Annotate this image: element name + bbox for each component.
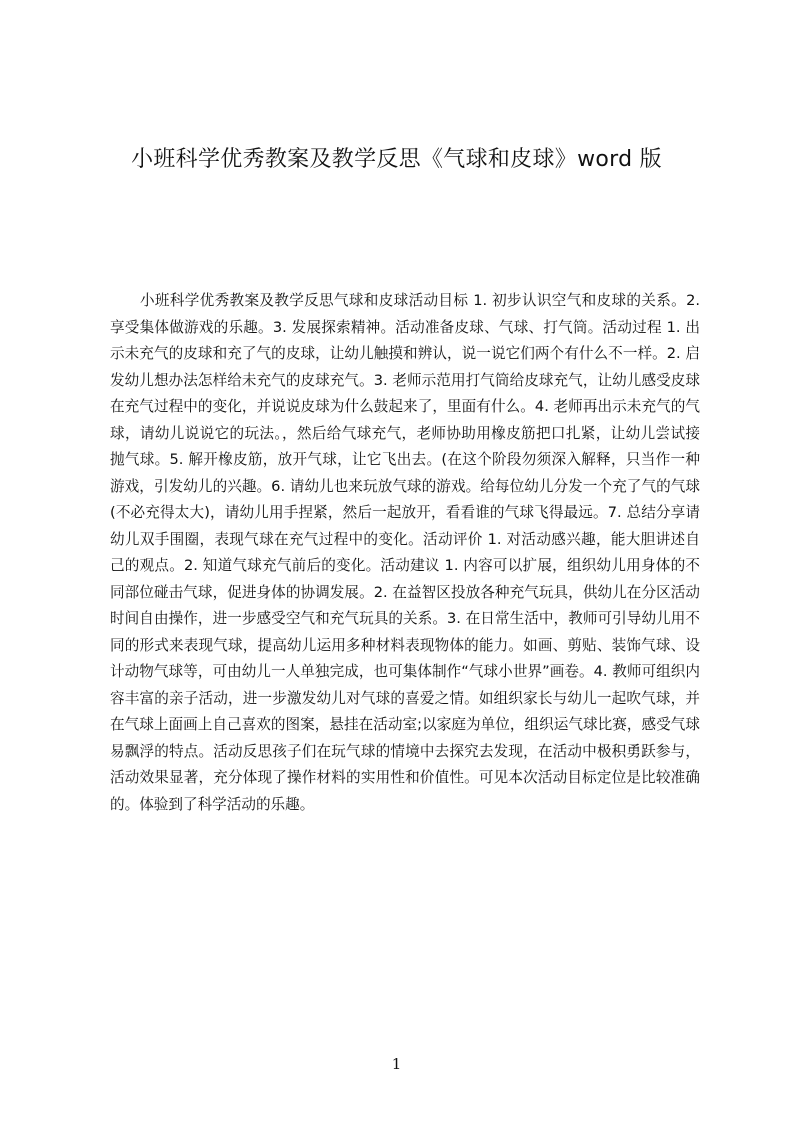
document-title: 小班科学优秀教案及教学反思《气球和皮球》word 版 [131,147,662,172]
document-body-paragraph: 小班科学优秀教案及教学反思气球和皮球活动目标 1. 初步认识空气和皮球的关系。2. 享受集体做游戏的乐趣。3. 发展探索精神。活动准备皮球、气球、打气筒。活动过程 1. 出示未充气的皮球和充了气的皮球，让幼儿触摸和辨认，说一说它们两个有什么不一样。2. 启发幼儿想办法怎样给未充气的皮球充气。3. 老师示范用打气筒给皮球充气，让幼儿感受皮球在充气过程中的变化，并说说皮球为什么鼓起来了，里面有什么。4. 老师再出示未充气的气球，请幼儿说说它的玩法。，然后给气球充气，老师协助用橡皮筋把口扎紧，让幼儿尝试接抛气球。5. 解开橡皮筋，放开气球，让它飞出去。(在这个阶段勿须深入解释，只当作一种游戏，引发幼儿的兴趣。6. 请幼儿也来玩放气球的游戏。给每位幼儿分发一个充了气的气球(不必充得太大)，请幼儿用手捏紧，然后一起放开，看看谁的气球飞得最远。7. 总结分享请幼儿双手围圈，表现气球在充气过程中的变化。活动评价 1. 对活动感兴趣，能大胆讲述自己的观点。2. 知道气球充气前后的变化。活动建议 1. 内容可以扩展，组织幼儿用身体的不同部位碰击气球，促进身体的协调发展。2. 在益智区投放各种充气玩具，供幼儿在分区活动时间自由操作，进一步感受空气和充气玩具的关系。3. 在日常生活中，教师可引导幼儿用不同的形式来表现气球，提高幼儿运用多种材料表现物体的能力。如画、剪贴、装饰气球、设计动物气球等，可由幼儿一人单独完成，也可集体制作“气球小世界”画卷。4. 教师可组织内容丰富的亲子活动，进一步激发幼儿对气球的喜爱之情。如组织家长与幼儿一起吹气球，并在气球上面画上自己喜欢的图案，悬挂在活动室;以家庭为单位，组织运气球比赛，感受气球易飘浮的特点。活动反思孩子们在玩气球的情境中去探究去发现，在活动中极积勇跃参与，活动效果显著，充分体现了操作材料的实用性和价值性。可见本次活动目标定位是比较准确的。体验到了科学活动的乐趣。 [110,292,700,813]
page-number: 1 [391,1055,402,1073]
